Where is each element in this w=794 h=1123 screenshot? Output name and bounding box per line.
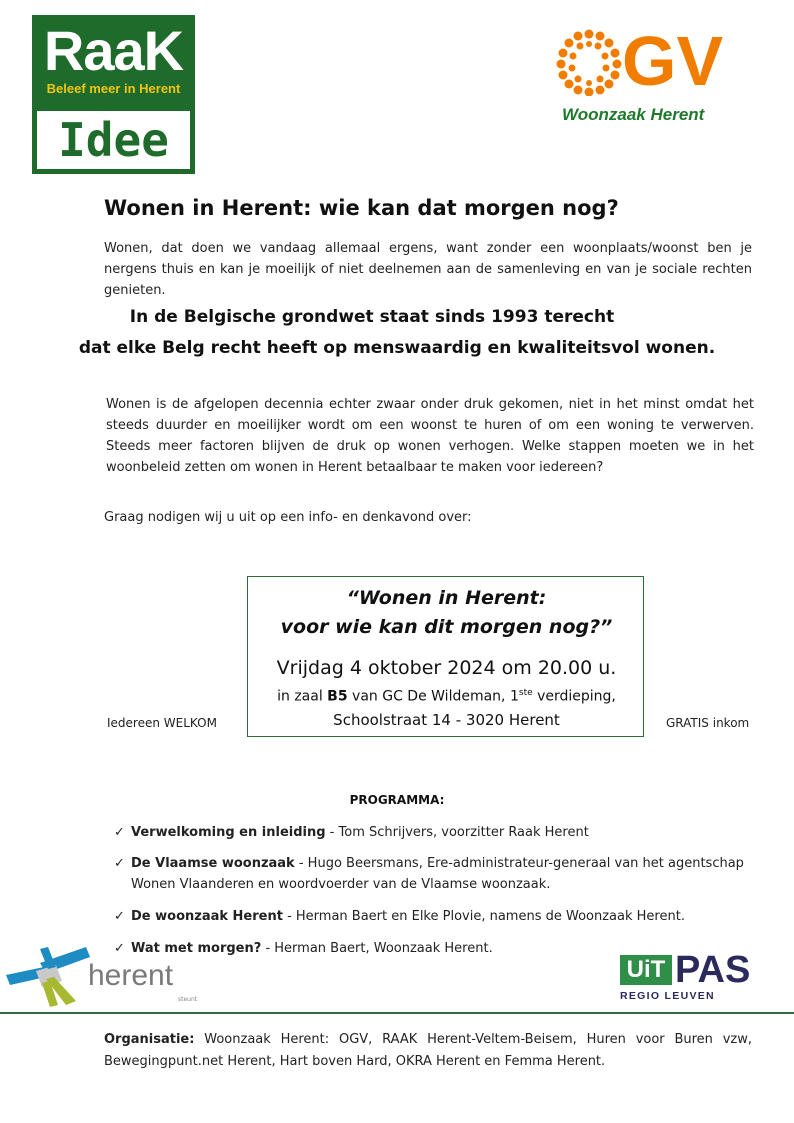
event-venue-suffix: verdieping, — [532, 688, 616, 705]
grondwet-line-2: dat elke Belg recht heeft op menswaardig en kwaliteitsvol wonen. — [78, 338, 716, 358]
programma-item-title: Wat met morgen? — [131, 941, 262, 956]
raak-idee-panel — [37, 111, 190, 169]
organisation-text: Woonzaak Herent: OGV, RAAK Herent-Veltem-Beisem, Huren voor Buren vzw, Bewegingpunt.net Herent, Hart boven Hard, OKRA Herent en Femma Herent. — [104, 1032, 752, 1069]
welcome-note: Iedereen WELKOM — [107, 716, 217, 730]
event-box — [247, 576, 644, 737]
event-title-line-2: voor wie kan dit morgen nog?” — [280, 616, 613, 638]
event-venue-sup: ste — [518, 688, 533, 698]
organisation-label: Organisatie: — [104, 1032, 195, 1047]
ogv-logo — [556, 22, 760, 126]
checkmark-icon: ✓ — [114, 856, 125, 871]
event-venue-prefix: in zaal — [277, 688, 328, 705]
programma-item-detail: - Tom Schrijvers, voorzitter Raak Herent — [325, 825, 589, 840]
herent-emblem-icon — [6, 945, 90, 1007]
footer-divider — [0, 1012, 794, 1014]
event-title-line-1: “Wonen in Herent: — [346, 587, 547, 609]
page-title: Wonen in Herent: wie kan dat morgen nog? — [104, 196, 619, 220]
checkmark-icon: ✓ — [114, 825, 125, 840]
programma-item-title: Verwelkoming en inleiding — [131, 825, 326, 840]
programma-heading: PROGRAMMA: — [349, 793, 445, 807]
raak-logo — [32, 15, 195, 174]
free-entry-note: GRATIS inkom — [666, 716, 750, 730]
organisation-note — [104, 1029, 752, 1073]
invitation-text: Graag nodigen wij u uit op een info- en denkavond over: — [104, 510, 472, 525]
programma-item-detail: - Herman Baert, Woonzaak Herent. — [261, 941, 493, 956]
uitpas-logo-region: REGIO LEUVEN — [620, 990, 715, 1002]
uitpas-logo — [620, 949, 765, 1005]
event-venue-room: B5 — [327, 688, 348, 705]
checkmark-icon: ✓ — [114, 909, 125, 924]
uitpas-logo-uit: UiT — [620, 955, 672, 985]
context-paragraph: Wonen is de afgelopen decennia echter zwaar onder druk gekomen, niet in het minst omdat het steeds duurder en moeilijker wordt om een woonst te huren of om een woning te verwerven. Steeds meer factoren blijven de druk op wonen verhogen. Welke stappen moeten we in het woonbeleid zetten om wonen in Herent betaalbaar te maken voor iedereen? — [106, 397, 754, 475]
intro-paragraph: Wonen, dat doen we vandaag allemaal ergens, want zonder een woonplaats/woonst ben je nergens thuis en kan je moeilijk of niet deelnemen aan de samenleving en van je sociale rechten genieten. — [104, 241, 752, 298]
grondwet-line-1: In de Belgische grondwet staat sinds 1993 terecht — [129, 307, 615, 327]
raak-logo-idee: Idee — [58, 113, 169, 167]
event-address: Schoolstraat 14 - 3020 Herent — [333, 711, 560, 729]
raak-logo-word: RaaK — [43, 19, 184, 82]
raak-logo-tagline: Beleef meer in Herent — [46, 81, 181, 96]
event-venue-mid: van GC De Wildeman, 1 — [347, 688, 519, 705]
programma-item-title: De Vlaamse woonzaak — [131, 856, 295, 871]
checkmark-icon: ✓ — [114, 941, 125, 956]
herent-logo — [6, 945, 196, 1007]
uitpas-logo-pas: PAS — [675, 949, 751, 991]
programma-item-detail: - Herman Baert en Elke Plovie, namens de Woonzaak Herent. — [282, 909, 685, 924]
ogv-logo-letters: GV — [622, 22, 724, 100]
event-date: Vrijdag 4 oktober 2024 om 20.00 u. — [276, 657, 617, 679]
ogv-logo-subtitle: Woonzaak Herent — [562, 105, 705, 124]
herent-logo-word: herent — [88, 959, 174, 992]
herent-logo-subtext: steunt — [178, 996, 198, 1003]
programma-item-title: De woonzaak Herent — [131, 909, 283, 924]
programma-item-detail: - Hugo Beersmans, Ere-administrateur-generaal van het agentschap Wonen Vlaanderen en woordvoerder van de Vlaamse woonzaak. — [131, 856, 744, 892]
event-venue — [248, 688, 645, 705]
ogv-dotted-o-icon — [556, 28, 622, 96]
